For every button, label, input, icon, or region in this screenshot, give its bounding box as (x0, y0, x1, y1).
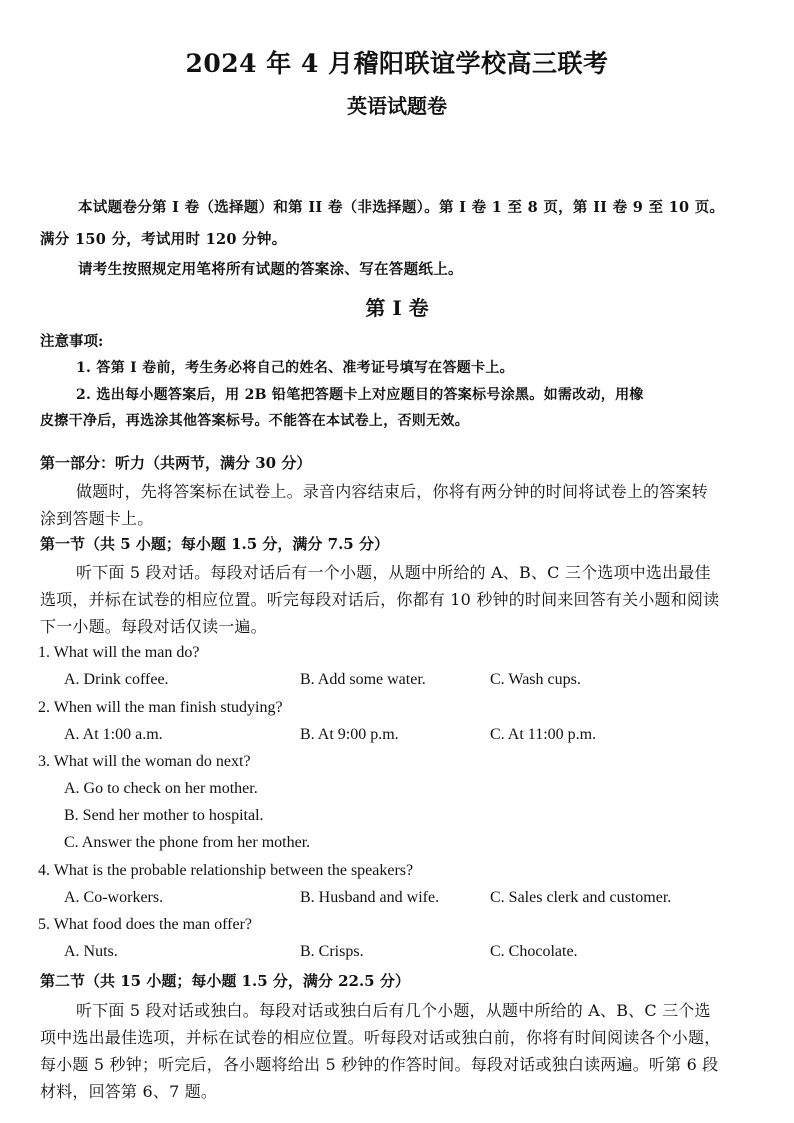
notes-heading: 注意事项: (40, 333, 104, 350)
question-2-option-b: B. At 9:00 p.m. (300, 726, 399, 743)
notes-item-1: 1. 答第 I 卷前，考生务必将自己的姓名、准考证号填写在答题卡上。 (76, 360, 514, 376)
volume-title: 第 I 卷 (365, 296, 429, 320)
question-3-option-b: B. Send her mother to hospital. (64, 807, 264, 824)
section2-instruction-line-1: 听下面 5 段对话或独白。每段对话或独白后有几个小题，从题中所给的 A、B、C 三个选 (76, 1001, 711, 1020)
question-1-option-a: A. Drink coffee. (64, 671, 169, 688)
notes-item-2-line-2: 皮擦干净后，再选涂其他答案标号。不能答在本试卷上，否则无效。 (40, 413, 469, 429)
section1-heading: 第一节（共 5 小题；每小题 1.5 分，满分 7.5 分） (40, 535, 389, 553)
question-1-option-b: B. Add some water. (300, 671, 426, 688)
question-4-option-a: A. Co-workers. (64, 889, 164, 906)
question-1-option-c: C. Wash cups. (490, 671, 581, 688)
question-3-option-a: A. Go to check on her mother. (64, 780, 258, 797)
question-3-option-c: C. Answer the phone from her mother. (64, 834, 311, 851)
section1-instruction-line-2: 选项，并标在试卷的相应位置。听完每段对话后，你都有 10 秒钟的时间来回答有关小题和阅读 (40, 590, 720, 609)
section1-instruction-line-3: 下一小题。每段对话仅读一遍。 (40, 617, 267, 636)
question-3-stem: 3. What will the woman do next? (38, 753, 251, 770)
section2-instruction-line-4: 材料，回答第 6、7 题。 (40, 1082, 218, 1101)
question-2-option-c: C. At 11:00 p.m. (490, 726, 597, 743)
part1-instruction-line-2: 涂到答题卡上。 (40, 509, 154, 528)
question-4-option-b: B. Husband and wife. (300, 889, 440, 906)
section1-instruction-line-1: 听下面 5 段对话。每段对话后有一个小题，从题中所给的 A、B、C 三个选项中选出最佳 (76, 563, 711, 582)
part1-heading: 第一部分：听力（共两节，满分 30 分） (40, 454, 312, 472)
section2-instruction-line-3: 每小题 5 秒钟；听完后，各小题将给出 5 秒钟的作答时间。每段对话或独白读两遍。听第 6 段 (40, 1055, 719, 1074)
intro-line-2: 满分 150 分，考试用时 120 分钟。 (40, 231, 287, 248)
section2-instruction-line-2: 项中选出最佳选项，并标在试卷的相应位置。听每段对话或独白前，你将有时间阅读各个小题， (40, 1028, 721, 1047)
notes-item-2-line-1: 2. 选出每小题答案后，用 2B 铅笔把答题卡上对应题目的答案标号涂黑。如需改动，用橡 (76, 387, 644, 403)
part1-instruction-line-1: 做题时，先将答案标在试卷上。录音内容结束后，你将有两分钟的时间将试卷上的答案转 (76, 482, 708, 501)
exam-subtitle: 英语试题卷 (347, 94, 447, 118)
exam-title: 2024 年 4 月稽阳联谊学校高三联考 (185, 49, 609, 78)
question-5-option-b: B. Crisps. (300, 943, 364, 960)
question-4-option-c: C. Sales clerk and customer. (490, 889, 672, 906)
intro-line-1: 本试题卷分第 I 卷（选择题）和第 II 卷（非选择题）。第 I 卷 1 至 8 页，第 II 卷 9 至 10 页。 (78, 199, 725, 216)
question-4-stem: 4. What is the probable relationship between the speakers? (38, 862, 414, 879)
question-5-option-c: C. Chocolate. (490, 943, 578, 960)
question-2-stem: 2. When will the man finish studying? (38, 699, 283, 716)
section2-heading: 第二节（共 15 小题；每小题 1.5 分，满分 22.5 分） (40, 972, 410, 990)
question-2-option-a: A. At 1:00 a.m. (64, 726, 163, 743)
question-5-stem: 5. What food does the man offer? (38, 916, 253, 933)
intro-line-3: 请考生按照规定用笔将所有试题的答案涂、写在答题纸上。 (78, 261, 463, 278)
question-1-stem: 1. What will the man do? (38, 644, 200, 661)
question-5-option-a: A. Nuts. (64, 943, 118, 960)
